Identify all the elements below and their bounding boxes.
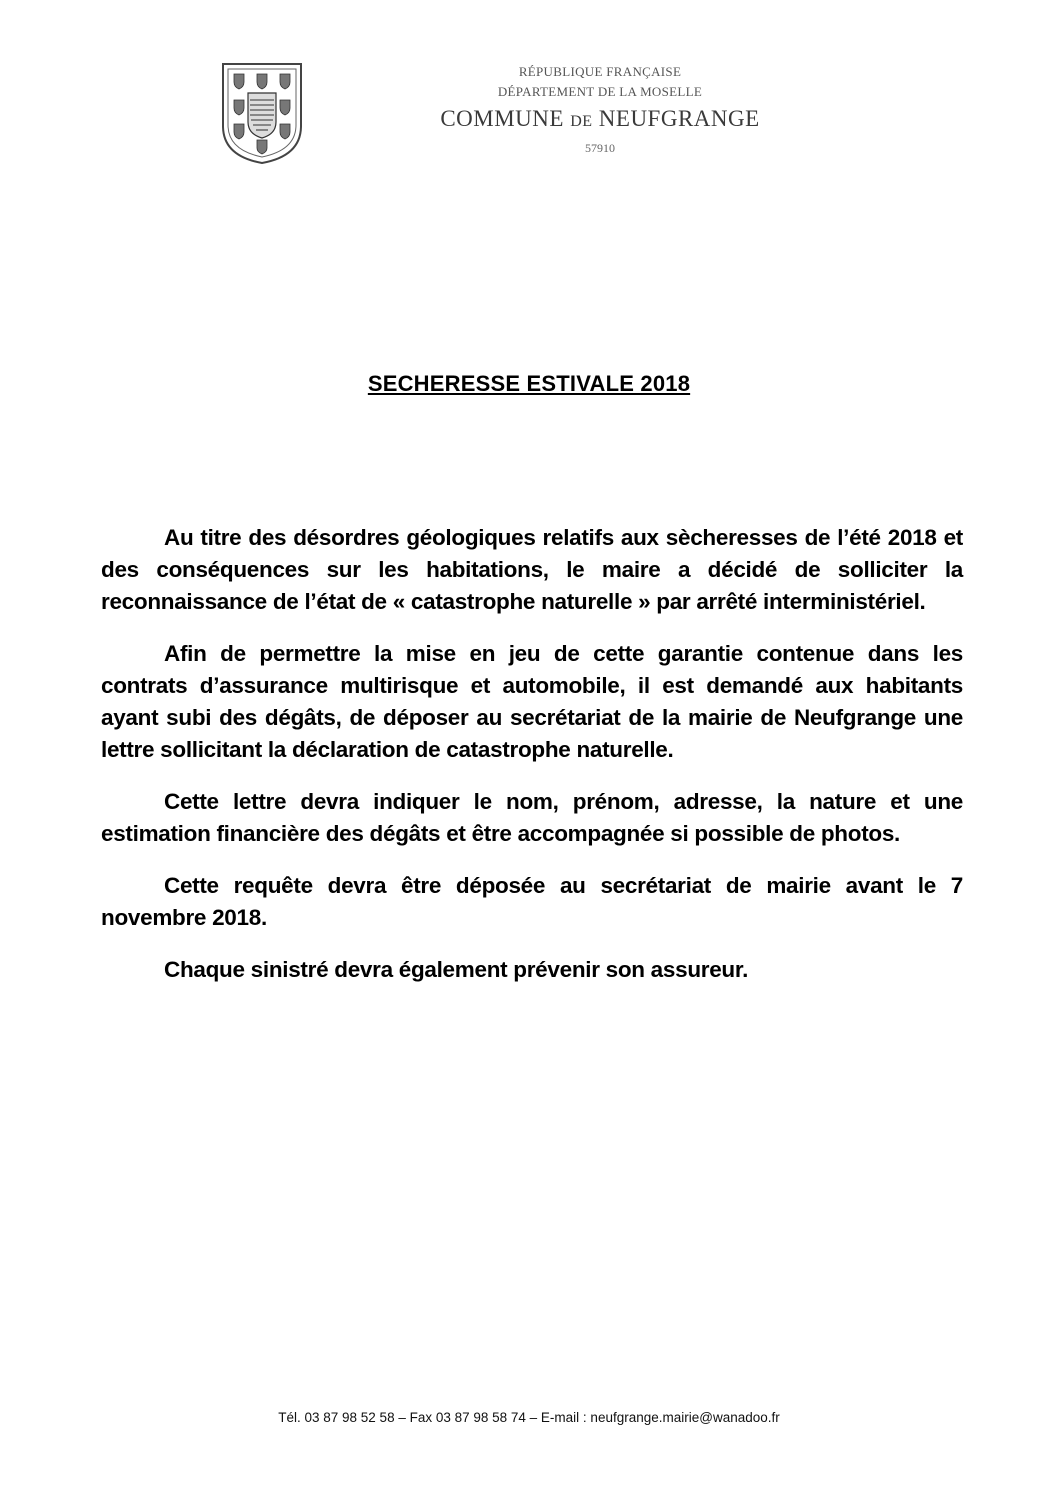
department-label: DÉPARTEMENT DE LA MOSELLE — [497, 84, 703, 99]
coat-of-arms-icon — [219, 60, 305, 166]
postal-code: 57910 — [585, 141, 615, 155]
document-body — [101, 522, 963, 1006]
paragraph: Chaque sinistré devra également prévenir son assureur. — [164, 957, 749, 982]
document-title: SECHERESSE ESTIVALE 2018 — [367, 371, 691, 396]
commune-prefix: COMMUNE — [440, 106, 564, 131]
letterhead — [380, 62, 820, 157]
republic-label: RÉPUBLIQUE FRANÇAISE — [518, 64, 682, 79]
commune-town: NEUFGRANGE — [598, 106, 760, 131]
commune-de: DE — [570, 113, 593, 130]
paragraph: Cette lettre devra indiquer le nom, prénom, adresse, la nature et une estimation financière des dégâts et être accompagnée si possible de photos. — [101, 789, 963, 846]
paragraph: Cette requête devra être déposée au secrétariat de mairie avant le 7 novembre 2018. — [101, 873, 963, 930]
paragraph: Au titre des désordres géologiques relatifs aux sècheresses de l’été 2018 et des conséquences sur les habitations, le maire a décidé de solliciter la reconnaissance de l’état de « catastrophe naturelle » par arrêté interministériel. — [101, 525, 963, 614]
commune-name — [380, 104, 820, 137]
paragraph: Afin de permettre la mise en jeu de cette garantie contenue dans les contrats d’assurance multirisque et automobile, il est demandé aux habitants ayant subi des dégâts, de déposer au secrétariat de la mairie de Neufgrange une lettre sollicitant la déclaration de catastrophe naturelle. — [101, 641, 963, 762]
footer-contact: Tél. 03 87 98 52 58 – Fax 03 87 98 58 74 – E-mail : neufgrange.mairie@wanadoo.fr — [278, 1410, 780, 1425]
